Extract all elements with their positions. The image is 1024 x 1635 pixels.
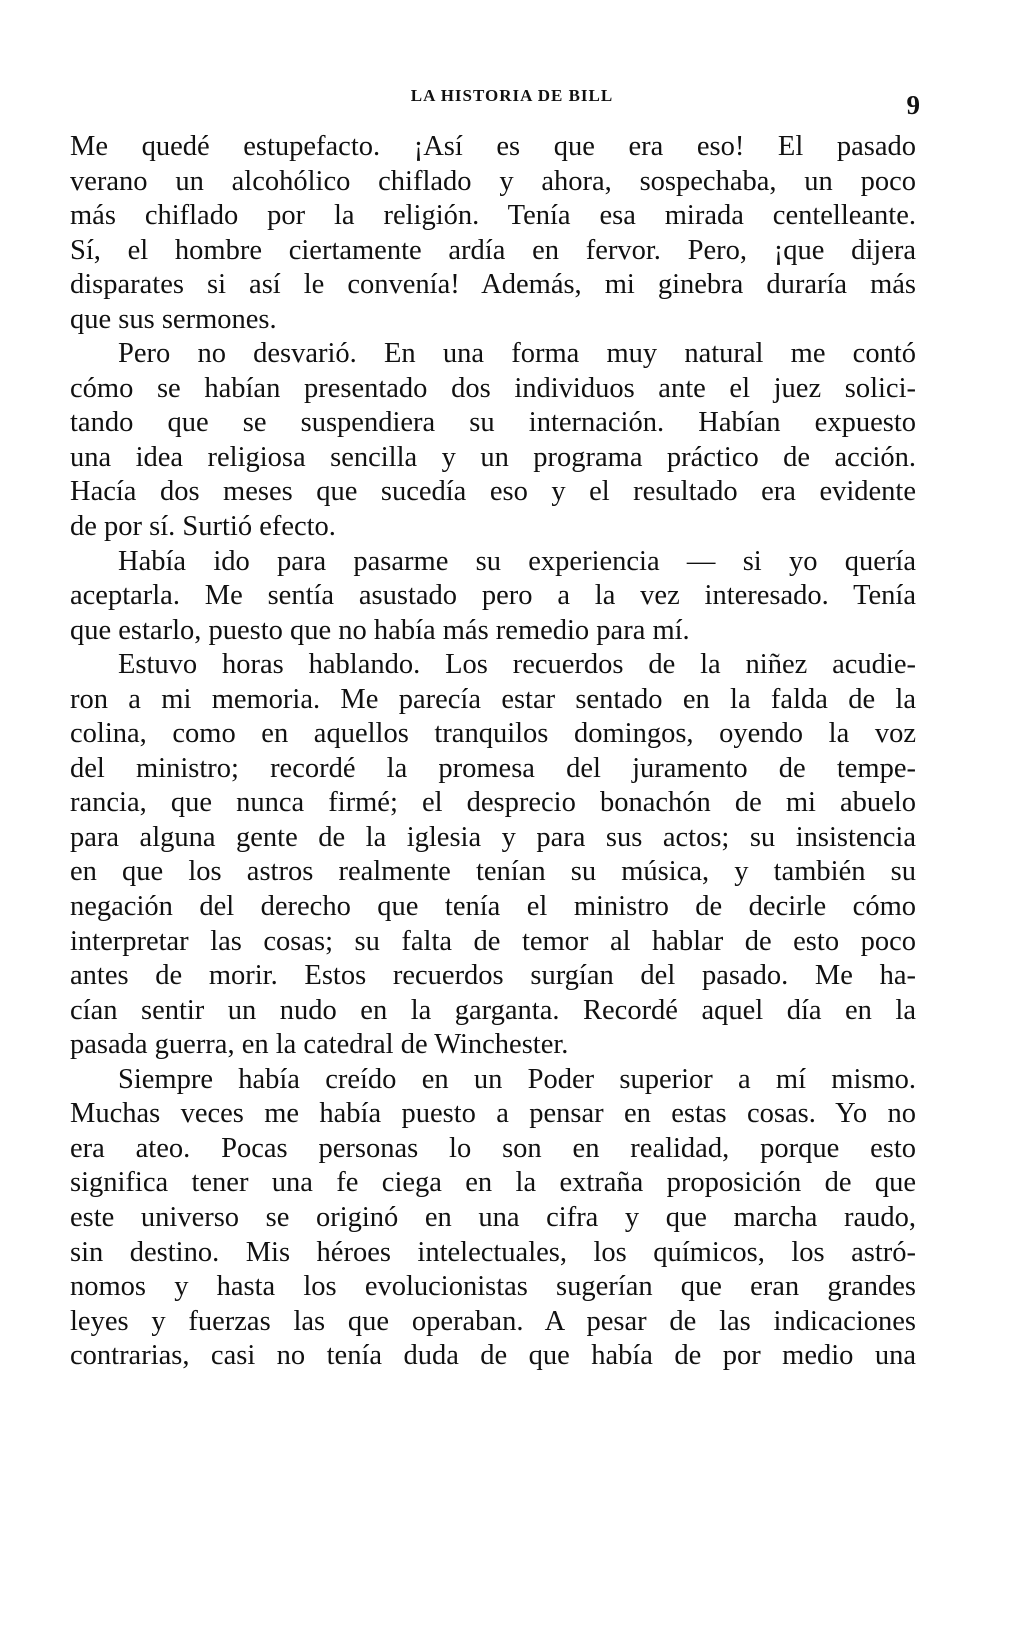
text-line: del ministro; recordé la promesa del juramento de tempe- — [70, 752, 916, 784]
text-line: aceptarla. Me sentía asustado pero a la vez interesado. Tenía — [70, 580, 916, 612]
text-line: una idea religiosa sencilla y un programa práctico de acción. — [70, 441, 916, 473]
text-line: antes de morir. Estos recuerdos surgían del pasado. Me ha- — [70, 960, 916, 992]
text-line: para alguna gente de la iglesia y para sus actos; su insistencia — [70, 821, 916, 853]
text-line: era ateo. Pocas personas lo son en realidad, porque esto — [70, 1132, 916, 1164]
text-line: leyes y fuerzas las que operaban. A pesar de las indicaciones — [70, 1305, 916, 1337]
text-line: colina, como en aquellos tranquilos domingos, oyendo la voz — [70, 718, 916, 750]
text-line: Pero no desvarió. En una forma muy natural me contó — [118, 338, 916, 370]
text-line: nomos y hasta los evolucionistas sugerían que eran grandes — [70, 1271, 916, 1303]
text-line: disparates si así le convenía! Además, mi ginebra duraría más — [70, 269, 916, 301]
text-line: este universo se originó en una cifra y que marcha raudo, — [70, 1201, 916, 1233]
text-line: ron a mi memoria. Me parecía estar sentado en la falda de la — [70, 683, 916, 715]
text-line: Había ido para pasarme su experiencia — si yo quería — [118, 545, 916, 577]
text-line: que estarlo, puesto que no había más remedio para mí. — [70, 614, 690, 646]
text-line: Estuvo horas hablando. Los recuerdos de la niñez acudie- — [118, 649, 916, 681]
text-line: en que los astros realmente tenían su música, y también su — [70, 856, 916, 888]
text-line: Siempre había creído en un Poder superior a mí mismo. — [118, 1063, 916, 1095]
text-line: tando que se suspendiera su internación. Habían expuesto — [70, 407, 916, 439]
text-line: negación del derecho que tenía el ministro de decirle cómo — [70, 891, 916, 923]
text-line: de por sí. Surtió efecto. — [70, 511, 336, 543]
text-line: verano un alcohólico chiflado y ahora, sospechaba, un poco — [70, 165, 916, 197]
text-line: sin destino. Mis héroes intelectuales, los químicos, los astró- — [70, 1236, 916, 1268]
text-line: Me quedé estupefacto. ¡Así es que era eso! El pasado — [70, 131, 916, 162]
running-title: LA HISTORIA DE BILL — [410, 86, 614, 105]
text-line: significa tener una fe ciega en la extraña proposición de que — [70, 1167, 916, 1199]
text-line: cían sentir un nudo en la garganta. Recordé aquel día en la — [70, 994, 916, 1026]
text-line: Hacía dos meses que sucedía eso y el resultado era evidente — [70, 476, 916, 508]
text-line: interpretar las cosas; su falta de temor al hablar de esto poco — [70, 925, 916, 957]
text-line: pasada guerra, en la catedral de Winchester. — [70, 1029, 569, 1061]
text-line: rancia, que nunca firmé; el desprecio bonachón de mi abuelo — [70, 787, 916, 819]
text-line: contrarias, casi no tenía duda de que había de por medio una — [70, 1340, 916, 1372]
text-line: que sus sermones. — [70, 303, 277, 335]
text-line: Sí, el hombre ciertamente ardía en fervor. Pero, ¡que dijera — [70, 234, 916, 266]
text-line: más chiflado por la religión. Tenía esa mirada centelleante. — [70, 200, 916, 232]
body-text — [70, 130, 916, 1374]
page-number: 9 — [906, 90, 920, 120]
text-line: Muchas veces me había puesto a pensar en estas cosas. Yo no — [70, 1098, 916, 1130]
text-line: cómo se habían presentado dos individuos ante el juez solici- — [70, 372, 916, 404]
